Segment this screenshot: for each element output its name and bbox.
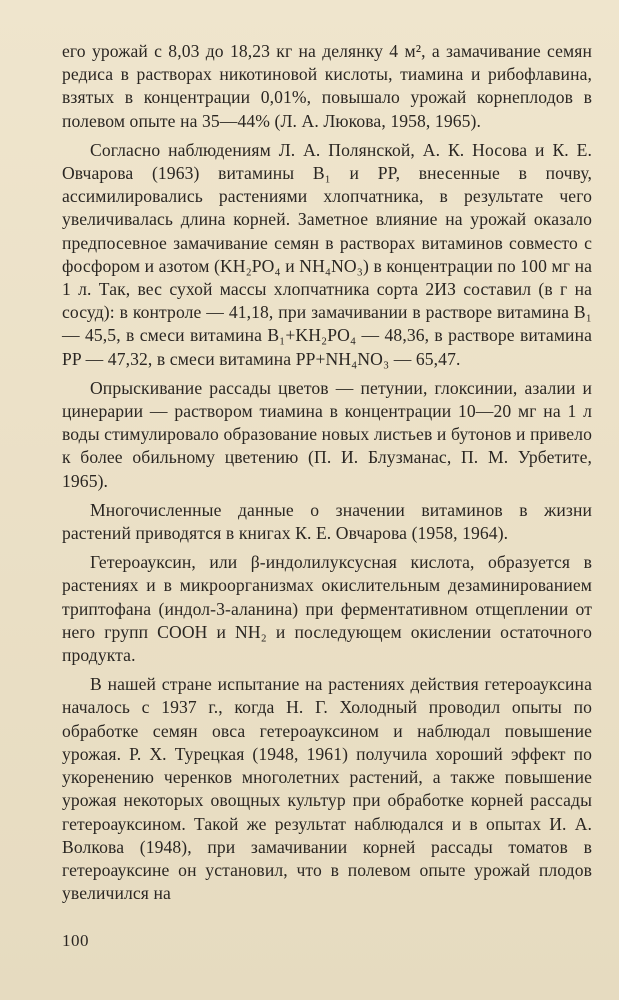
text-column bbox=[62, 40, 592, 911]
paragraph-flower-spraying: Опрыскивание рассады цветов — петунии, глоксинии, азалии и цинерарии — раствором тиамина в концентрации 10—20 мг на 1 л воды стимулировало образование новых листьев и бутонов и привело к более обильному цветению (П. И. Блузманас, П. М. Урбетите, 1965). bbox=[62, 377, 592, 491]
paragraph-continuation: его урожай с 8,03 до 18,23 кг на делянку 4 м², а замачивание семян редиса в растворах никотиновой кислоты, тиамина и рибофлавина, взятых в концентрации 0,01%, повышало урожай корнеплодов в полевом опыте на 35—44% (Л. А. Люкова, 1958, 1965). bbox=[62, 41, 592, 131]
paragraph-vitamins-cotton: Согласно наблюдениям Л. А. Полянской, А. К. Носова и К. Е. Овчарова (1963) витамины B₁ и PP, внесенные в почву, ассимилировались растениями хлопчатника, в результате чего увеличивалась длина корней. Заметное влияние на урожай оказало предпосевное замачивание семян в растворах витаминов совместо с фосфором и азотом (KH₂PO₄ и NH₄NO₃) в концентрации по 100 мг на 1 л. Так, вес сухой массы хлопчатника сорта 2ИЗ составил (в г на сосуд): в контроле — 41,18, при замачивании в растворе витамина B₁ — 45,5, в смеси витамина B₁+KH₂PO₄ — 48,36, в растворе витамина PP — 47,32, в смеси витамина PP+NH₄NO₃ — 65,47. bbox=[62, 139, 592, 369]
paragraph-heteroauxin-history: В нашей стране испытание на растениях действия гетероауксина началось с 1937 г., когда Н. Г. Холодный проводил опыты по обработке семян овса гетероауксином и наблюдал повышение урожая. Р. Х. Турецкая (1948, 1961) получила хороший эффект по укоренению черенков многолетних растений, а также повышение урожая некоторых овощных культур при обработке корней рассады гетероауксином. Такой же результат наблюдался и в опытах И. А. Волкова (1948), при замачивании корней рассады томатов в гетероауксине он установил, что в полевом опыте урожай плодов увеличился на bbox=[62, 674, 592, 904]
paragraph-heteroauxin-definition: Гетероауксин, или β-индолилуксусная кислота, образуется в растениях и в микроорганизмах окислительным дезаминированием триптофана (индол-3-аланина) при ферментативном отщеплении от него групп COOH и NH₂ и последующем окислении остаточного продукта. bbox=[62, 552, 592, 666]
paragraph-vitamin-references: Многочисленные данные о значении витаминов в жизни растений приводятся в книгах К. Е. Овчарова (1958, 1964). bbox=[62, 499, 592, 544]
page-number: 100 bbox=[62, 931, 89, 950]
